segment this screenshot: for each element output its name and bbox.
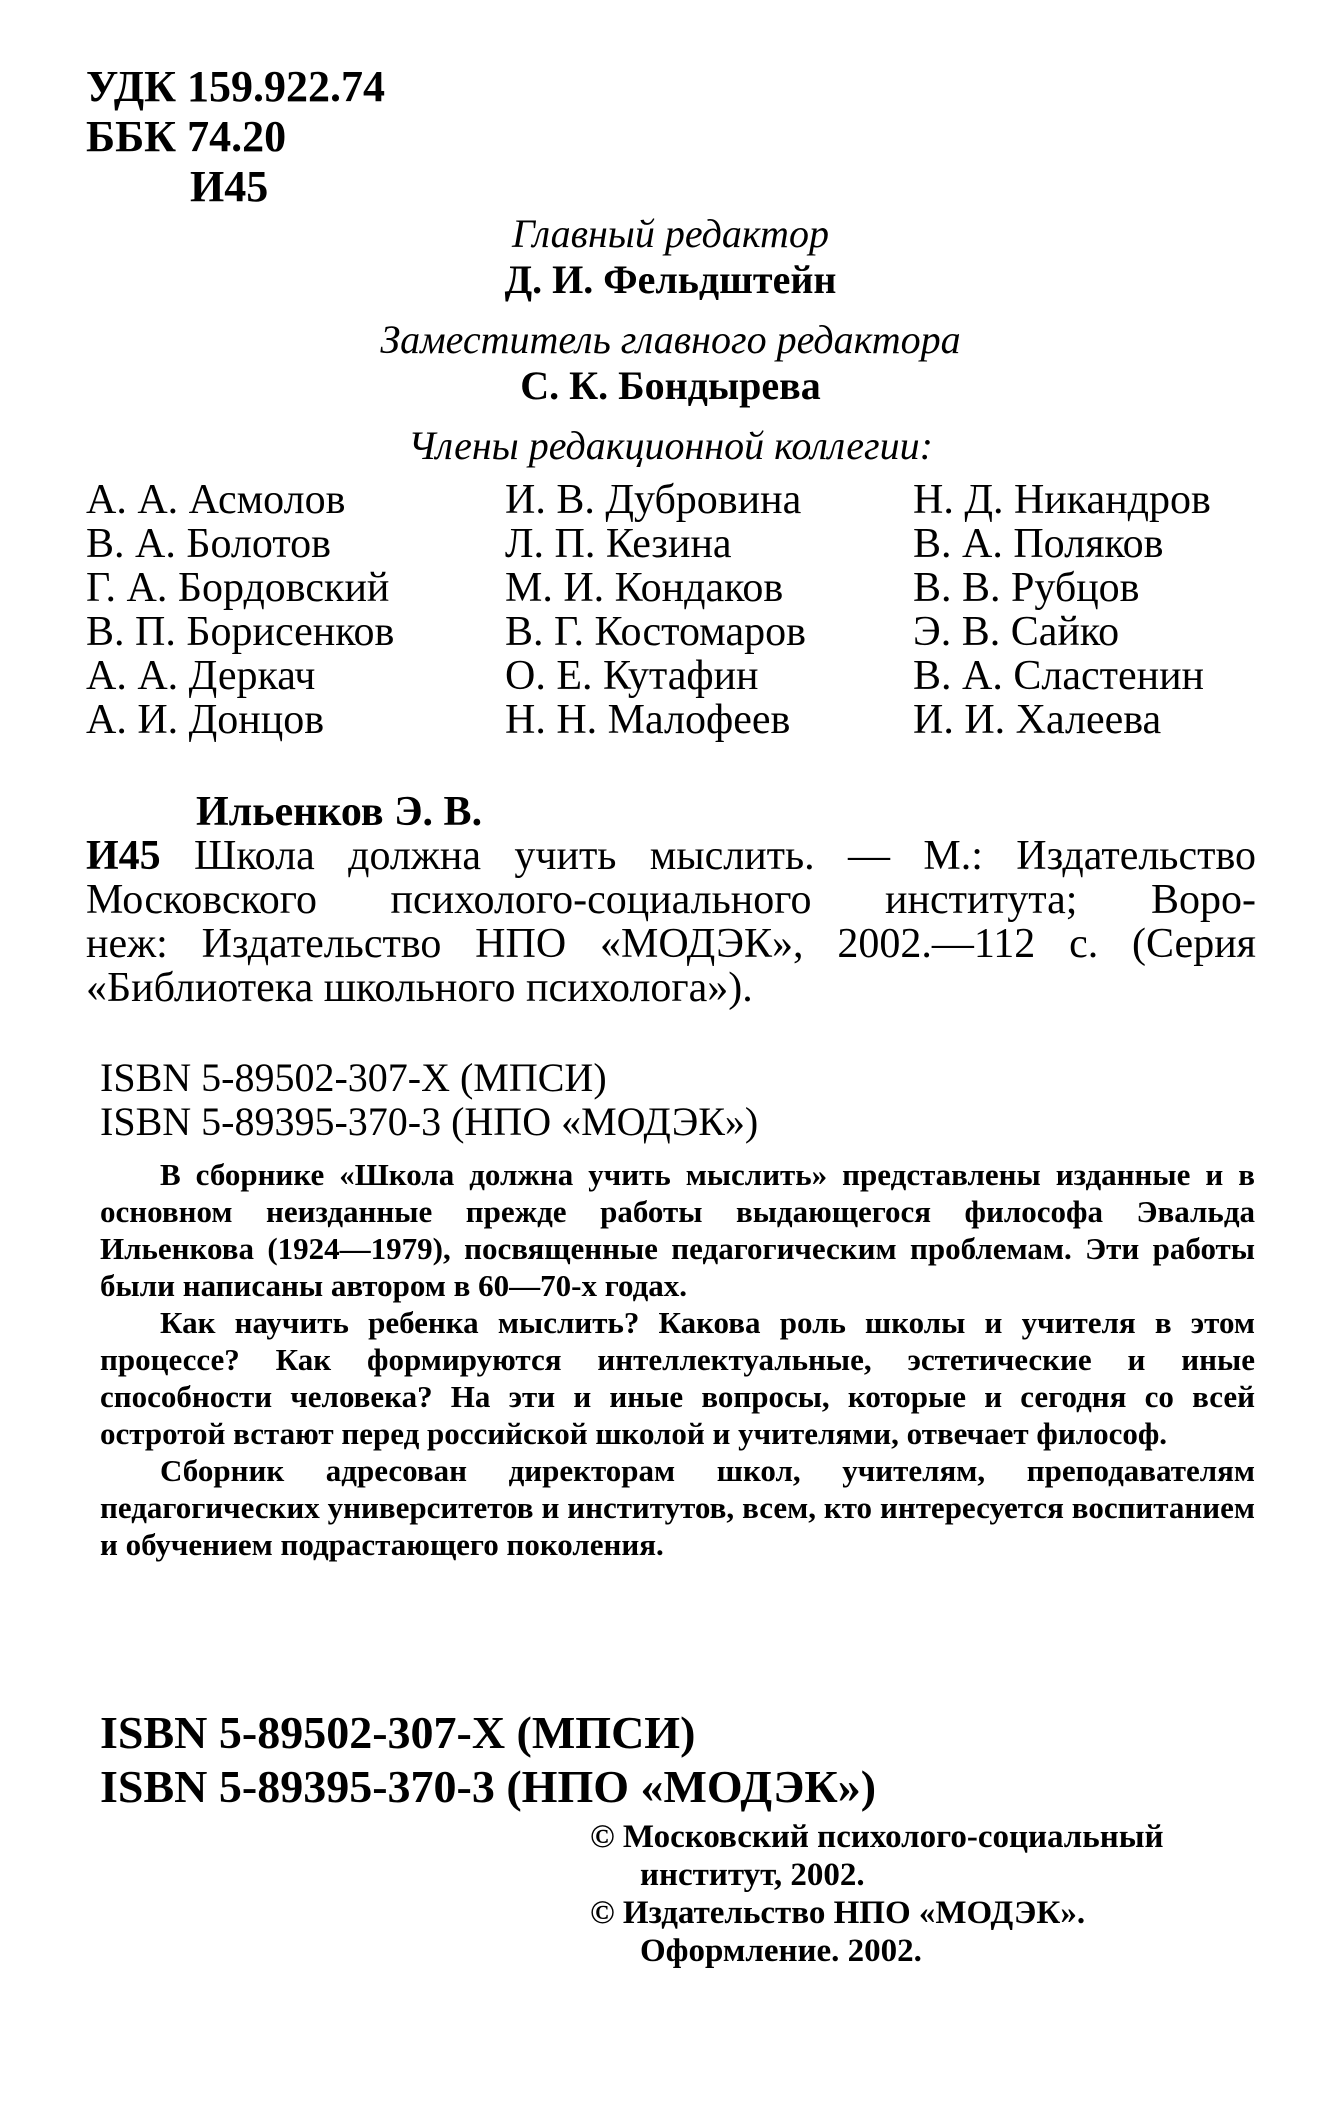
isbn-modek: ISBN 5-89395-370-3 (НПО «МОДЭК»)	[100, 1099, 759, 1144]
board-member: Н. Н. Малофеев	[505, 697, 791, 743]
copyright-line-2: © Издательство НПО «МОДЭК».	[590, 1895, 1086, 1931]
board-member: Э. В. Сайко	[913, 609, 1120, 655]
bibliographic-entry	[86, 790, 1256, 1010]
entry-line	[86, 834, 1256, 878]
isbn-list-small	[100, 1056, 758, 1144]
board-member: А. И. Донцов	[86, 697, 325, 743]
entry-line-2: Московского психолого-социального института; Воро-	[86, 877, 1256, 923]
board-member: И. И. Халеева	[913, 697, 1162, 743]
board-member: О. Е. Кутафин	[505, 653, 759, 699]
board-member: Г. А. Бордовский	[86, 565, 390, 611]
classification-codes	[86, 62, 385, 212]
board-member: Л. П. Кезина	[505, 521, 732, 567]
copyright-line-2-cont: Оформление. 2002.	[640, 1933, 922, 1969]
board-member: В. Г. Костомаров	[505, 609, 806, 655]
annotation-paragraph-3: Сборник адресован директорам школ, учителям, преподавателям педагогических университетов и институтов, всем, кто интересуется воспитанием и обучением подрастающего поколения.	[100, 1453, 1255, 1562]
board-member: В. В. Рубцов	[913, 565, 1140, 611]
copyright-line-1: © Московский психолого-социальный	[590, 1819, 1164, 1855]
copyright-block	[590, 1818, 1290, 1970]
board-member: Н. Д. Никандров	[913, 477, 1211, 523]
entry-mark: И45	[86, 833, 161, 879]
board-member: В. А. Болотов	[86, 521, 331, 567]
annotation	[100, 1156, 1255, 1563]
udk-code: УДК 159.922.74	[86, 62, 386, 111]
chief-editor-name: Д. И. Фельдштейн	[504, 257, 837, 302]
board-member: М. И. Кондаков	[505, 565, 784, 611]
board-member: В. П. Борисенков	[86, 609, 395, 655]
copyright-line-1-cont: институт, 2002.	[640, 1857, 865, 1893]
deputy-editor-label: Заместитель главного редактора	[380, 317, 961, 362]
entry-author: Ильенков Э. В.	[196, 789, 483, 835]
board-column-1	[86, 478, 394, 742]
entry-line-3: неж: Издательство НПО «МОДЭК», 2002.—112 с. (Серия	[86, 921, 1256, 967]
board-member: А. А. Асмолов	[86, 477, 346, 523]
isbn-modek-large: ISBN 5-89395-370-3 (НПО «МОДЭК»)	[100, 1761, 877, 1812]
board-member: В. А. Сластенин	[913, 653, 1205, 699]
isbn-list-large	[100, 1706, 876, 1814]
chief-editor-label: Главный редактор	[512, 211, 829, 256]
annotation-paragraph-1: В сборнике «Школа должна учить мыслить» представлены изданные и в основном неизданные прежде работы выдающегося философа Эвальда Ильенкова (1924—1979), посвященные педагогическим проблемам. Эти работы были написаны автором в 60—70-х годах.	[100, 1157, 1255, 1303]
board-member: И. В. Дубровина	[505, 477, 802, 523]
bbk-code: ББК 74.20	[86, 112, 287, 161]
entry-line-1: Школа должна учить мыслить. — М.: Издательство	[194, 833, 1257, 879]
board-column-2	[505, 478, 806, 742]
isbn-mpsi: ISBN 5-89502-307-Х (МПСИ)	[100, 1055, 607, 1100]
board-column-3	[913, 478, 1211, 742]
board-member: В. А. Поляков	[913, 521, 1164, 567]
deputy-editor-name: С. К. Бондырева	[520, 363, 821, 408]
board-label: Члены редакционной коллегии:	[408, 423, 933, 468]
author-mark: И45	[190, 162, 269, 211]
entry-line-4: «Библиотека школьного психолога»).	[86, 965, 753, 1011]
annotation-paragraph-2: Как научить ребенка мыслить? Какова роль школы и учителя в этом процессе? Как формируются интеллектуальные, эстетические и иные способности человека? На эти и иные вопросы, которые и сегодня со всей остротой встают перед российской школой и учителями, отвечает философ.	[100, 1305, 1255, 1451]
isbn-mpsi-large: ISBN 5-89502-307-Х (МПСИ)	[100, 1707, 696, 1758]
board-member: А. А. Деркач	[86, 653, 316, 699]
